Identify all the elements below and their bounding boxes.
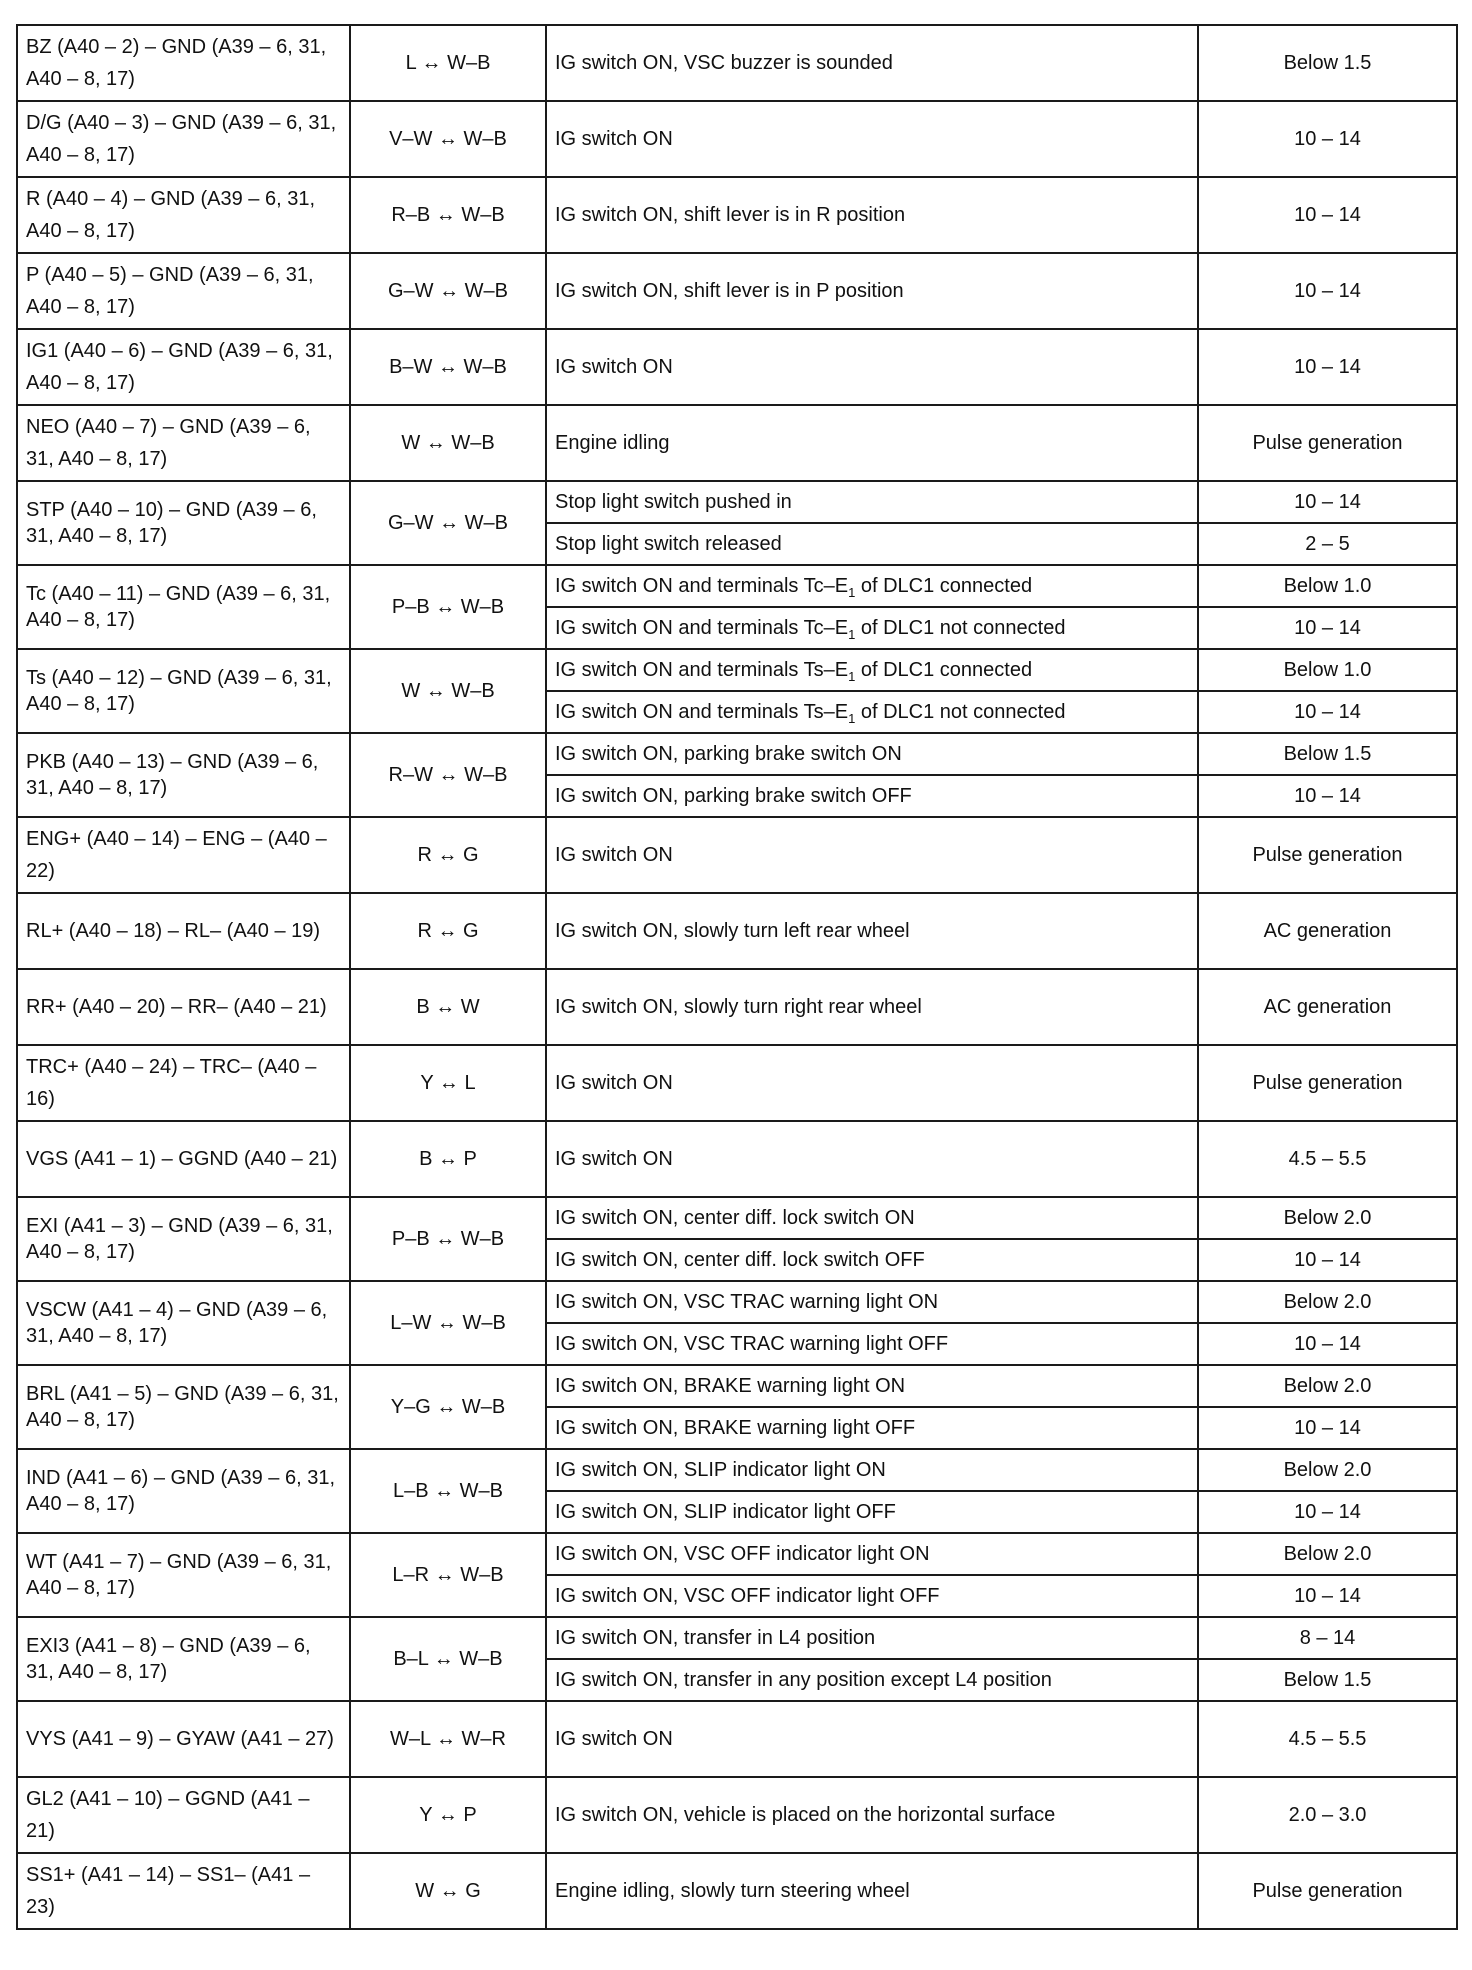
condition-text: IG switch ON, transfer in L4 position (555, 1627, 876, 1649)
wire-color-cell: W ↔ G (350, 1853, 546, 1929)
condition-text: IG switch ON, VSC OFF indicator light ON (555, 1543, 930, 1565)
specified-value-cell: 2 – 5 (1198, 523, 1457, 565)
condition-text: IG switch ON and terminals Ts–E (555, 659, 849, 681)
wire-color-cell: P–B ↔ W–B (350, 1197, 546, 1281)
specified-value-cell: 10 – 14 (1198, 1575, 1457, 1617)
condition-text: IG switch ON, VSC TRAC warning light OFF (555, 1333, 949, 1355)
condition-cell (546, 101, 1198, 177)
condition-cell (546, 1449, 1198, 1491)
condition-text-tail: of DLC1 not connected (855, 701, 1066, 723)
table-row (17, 1365, 1457, 1407)
condition-cell (546, 969, 1198, 1045)
condition-cell (546, 25, 1198, 101)
terminal-cell: D/G (A40 – 3) – GND (A39 – 6, 31, A40 – 8, 17) (17, 101, 350, 177)
condition-cell (546, 1323, 1198, 1365)
table-row (17, 1701, 1457, 1777)
specified-value-cell: 10 – 14 (1198, 1323, 1457, 1365)
condition-text: IG switch ON, BRAKE warning light ON (555, 1375, 906, 1397)
table-row (17, 101, 1457, 177)
condition-cell (546, 1777, 1198, 1853)
condition-text: IG switch ON (555, 128, 673, 150)
table-row (17, 893, 1457, 969)
specified-value-cell: 10 – 14 (1198, 1407, 1457, 1449)
condition-cell (546, 1365, 1198, 1407)
wire-color-cell: L–W ↔ W–B (350, 1281, 546, 1365)
specified-value-cell: 10 – 14 (1198, 1491, 1457, 1533)
terminal-cell: RR+ (A40 – 20) – RR– (A40 – 21) (17, 969, 350, 1045)
condition-cell (546, 523, 1198, 565)
wire-color-cell: B–L ↔ W–B (350, 1617, 546, 1701)
condition-text: IG switch ON, transfer in any position except L4 position (555, 1669, 1052, 1691)
table-row (17, 649, 1457, 691)
wire-color-cell: Y–G ↔ W–B (350, 1365, 546, 1449)
condition-text: IG switch ON, SLIP indicator light ON (555, 1459, 886, 1481)
table-row (17, 481, 1457, 523)
table-row (17, 1853, 1457, 1929)
terminal-cell: EXI (A41 – 3) – GND (A39 – 6, 31, A40 – 8, 17) (17, 1197, 350, 1281)
specified-value-cell: Below 2.0 (1198, 1533, 1457, 1575)
wire-color-cell: L–R ↔ W–B (350, 1533, 546, 1617)
wire-color-cell: B–W ↔ W–B (350, 329, 546, 405)
terminal-cell: BRL (A41 – 5) – GND (A39 – 6, 31, A40 – 8, 17) (17, 1365, 350, 1449)
wire-color-cell: W–L ↔ W–R (350, 1701, 546, 1777)
condition-cell (546, 1853, 1198, 1929)
specified-value-cell: 10 – 14 (1198, 775, 1457, 817)
condition-text-tail: of DLC1 connected (855, 575, 1033, 597)
wire-color-cell: Y ↔ L (350, 1045, 546, 1121)
specified-value-cell: 10 – 14 (1198, 607, 1457, 649)
terminal-cell: IND (A41 – 6) – GND (A39 – 6, 31, A40 – 8, 17) (17, 1449, 350, 1533)
table-row (17, 1533, 1457, 1575)
table-row (17, 1281, 1457, 1323)
condition-cell (546, 481, 1198, 523)
terminal-cell: P (A40 – 5) – GND (A39 – 6, 31, A40 – 8, 17) (17, 253, 350, 329)
condition-cell (546, 893, 1198, 969)
terminal-cell: VYS (A41 – 9) – GYAW (A41 – 27) (17, 1701, 350, 1777)
specified-value-cell: Below 1.5 (1198, 733, 1457, 775)
condition-text: Engine idling, slowly turn steering wheel (555, 1880, 910, 1902)
condition-text: IG switch ON and terminals Tc–E (555, 617, 849, 639)
terminal-voltage-table (16, 24, 1456, 1930)
terminal-cell: STP (A40 – 10) – GND (A39 – 6, 31, A40 – 8, 17) (17, 481, 350, 565)
condition-text: IG switch ON, VSC OFF indicator light OFF (555, 1585, 940, 1607)
table-row (17, 253, 1457, 329)
terminal-cell: SS1+ (A41 – 14) – SS1– (A41 – 23) (17, 1853, 350, 1929)
table-body (17, 25, 1457, 1929)
condition-cell (546, 607, 1198, 649)
terminal-cell: VGS (A41 – 1) – GGND (A40 – 21) (17, 1121, 350, 1197)
table-row (17, 405, 1457, 481)
terminal-cell: R (A40 – 4) – GND (A39 – 6, 31, A40 – 8, 17) (17, 177, 350, 253)
specified-value-cell: 10 – 14 (1198, 691, 1457, 733)
condition-text: IG switch ON, vehicle is placed on the horizontal surface (555, 1804, 1056, 1826)
wire-color-cell: V–W ↔ W–B (350, 101, 546, 177)
specified-value-cell: AC generation (1198, 893, 1457, 969)
wire-color-cell: R ↔ G (350, 817, 546, 893)
terminal-cell: Tc (A40 – 11) – GND (A39 – 6, 31, A40 – 8, 17) (17, 565, 350, 649)
specified-value-cell: Below 1.0 (1198, 649, 1457, 691)
condition-cell (546, 1281, 1198, 1323)
condition-cell (546, 1407, 1198, 1449)
terminal-cell: PKB (A40 – 13) – GND (A39 – 6, 31, A40 – 8, 17) (17, 733, 350, 817)
specified-value-cell: Pulse generation (1198, 405, 1457, 481)
condition-text: IG switch ON, SLIP indicator light OFF (555, 1501, 896, 1523)
wire-color-cell: Y ↔ P (350, 1777, 546, 1853)
condition-cell (546, 1197, 1198, 1239)
wire-color-cell: P–B ↔ W–B (350, 565, 546, 649)
specified-value-cell: 8 – 14 (1198, 1617, 1457, 1659)
condition-cell (546, 1659, 1198, 1701)
wire-color-cell: G–W ↔ W–B (350, 253, 546, 329)
table-row (17, 1777, 1457, 1853)
specified-value-cell: 10 – 14 (1198, 329, 1457, 405)
condition-text: IG switch ON, parking brake switch OFF (555, 785, 912, 807)
condition-cell (546, 649, 1198, 691)
table-row (17, 733, 1457, 775)
condition-cell (546, 733, 1198, 775)
wire-color-cell: R–B ↔ W–B (350, 177, 546, 253)
specified-value-cell: Below 2.0 (1198, 1197, 1457, 1239)
condition-text: IG switch ON and terminals Tc–E (555, 575, 849, 597)
wire-color-cell: G–W ↔ W–B (350, 481, 546, 565)
terminal-cell: NEO (A40 – 7) – GND (A39 – 6, 31, A40 – 8, 17) (17, 405, 350, 481)
condition-cell (546, 775, 1198, 817)
condition-cell (546, 1045, 1198, 1121)
specified-value-cell: Below 2.0 (1198, 1281, 1457, 1323)
terminal-cell: EXI3 (A41 – 8) – GND (A39 – 6, 31, A40 – 8, 17) (17, 1617, 350, 1701)
condition-cell (546, 329, 1198, 405)
table-row (17, 1197, 1457, 1239)
condition-cell (546, 565, 1198, 607)
terminal-cell: TRC+ (A40 – 24) – TRC– (A40 – 16) (17, 1045, 350, 1121)
specified-value-cell: Pulse generation (1198, 817, 1457, 893)
condition-subscript: 1 (848, 669, 856, 684)
condition-text: IG switch ON (555, 844, 673, 866)
specified-value-cell: Pulse generation (1198, 1045, 1457, 1121)
condition-text: IG switch ON and terminals Ts–E (555, 701, 849, 723)
ecu-terminal-table (16, 24, 1458, 1930)
specified-value-cell: Below 2.0 (1198, 1449, 1457, 1491)
condition-cell (546, 1491, 1198, 1533)
condition-cell (546, 253, 1198, 329)
condition-text: IG switch ON, shift lever is in R position (555, 204, 906, 226)
condition-text: Stop light switch pushed in (555, 491, 792, 513)
condition-subscript: 1 (848, 585, 856, 600)
condition-text: IG switch ON, parking brake switch ON (555, 743, 902, 765)
condition-cell (546, 1575, 1198, 1617)
specified-value-cell: 2.0 – 3.0 (1198, 1777, 1457, 1853)
condition-text: IG switch ON, shift lever is in P position (555, 280, 904, 302)
condition-text: IG switch ON (555, 1148, 673, 1170)
condition-cell (546, 1617, 1198, 1659)
condition-cell (546, 817, 1198, 893)
condition-cell (546, 1533, 1198, 1575)
terminal-cell: BZ (A40 – 2) – GND (A39 – 6, 31, A40 – 8, 17) (17, 25, 350, 101)
specified-value-cell: Below 1.0 (1198, 565, 1457, 607)
wire-color-cell: L ↔ W–B (350, 25, 546, 101)
specified-value-cell: AC generation (1198, 969, 1457, 1045)
condition-cell (546, 1701, 1198, 1777)
terminal-cell: GL2 (A41 – 10) – GGND (A41 – 21) (17, 1777, 350, 1853)
condition-cell (546, 177, 1198, 253)
condition-text: IG switch ON, center diff. lock switch ON (555, 1207, 915, 1229)
table-row (17, 1045, 1457, 1121)
table-row (17, 329, 1457, 405)
specified-value-cell: Pulse generation (1198, 1853, 1457, 1929)
wire-color-cell: B ↔ W (350, 969, 546, 1045)
condition-cell (546, 405, 1198, 481)
wire-color-cell: B ↔ P (350, 1121, 546, 1197)
wire-color-cell: W ↔ W–B (350, 649, 546, 733)
specified-value-cell: 10 – 14 (1198, 177, 1457, 253)
condition-text: IG switch ON, slowly turn right rear wheel (555, 996, 922, 1018)
condition-text-tail: of DLC1 connected (855, 659, 1033, 681)
table-row (17, 969, 1457, 1045)
terminal-cell: RL+ (A40 – 18) – RL– (A40 – 19) (17, 893, 350, 969)
wire-color-cell: L–B ↔ W–B (350, 1449, 546, 1533)
condition-text-tail: of DLC1 not connected (855, 617, 1066, 639)
specified-value-cell: 10 – 14 (1198, 481, 1457, 523)
condition-text: IG switch ON (555, 356, 673, 378)
specified-value-cell: 4.5 – 5.5 (1198, 1701, 1457, 1777)
condition-subscript: 1 (848, 627, 856, 642)
condition-text: IG switch ON, slowly turn left rear wheel (555, 920, 910, 942)
condition-text: IG switch ON (555, 1728, 673, 1750)
condition-cell (546, 691, 1198, 733)
wire-color-cell: W ↔ W–B (350, 405, 546, 481)
condition-text: IG switch ON, BRAKE warning light OFF (555, 1417, 916, 1439)
condition-text: IG switch ON, VSC buzzer is sounded (555, 52, 893, 74)
condition-cell (546, 1239, 1198, 1281)
table-row (17, 1449, 1457, 1491)
table-row (17, 25, 1457, 101)
terminal-cell: WT (A41 – 7) – GND (A39 – 6, 31, A40 – 8, 17) (17, 1533, 350, 1617)
wire-color-cell: R ↔ G (350, 893, 546, 969)
condition-text: IG switch ON, center diff. lock switch OFF (555, 1249, 925, 1271)
condition-text: IG switch ON, VSC TRAC warning light ON (555, 1291, 939, 1313)
specified-value-cell: 10 – 14 (1198, 1239, 1457, 1281)
terminal-cell: ENG+ (A40 – 14) – ENG – (A40 – 22) (17, 817, 350, 893)
terminal-cell: Ts (A40 – 12) – GND (A39 – 6, 31, A40 – 8, 17) (17, 649, 350, 733)
condition-text: Stop light switch released (555, 533, 782, 555)
table-row (17, 1121, 1457, 1197)
table-row (17, 565, 1457, 607)
condition-text: Engine idling (555, 432, 670, 454)
wire-color-cell: R–W ↔ W–B (350, 733, 546, 817)
condition-subscript: 1 (848, 711, 856, 726)
specified-value-cell: Below 2.0 (1198, 1365, 1457, 1407)
specified-value-cell: Below 1.5 (1198, 1659, 1457, 1701)
table-row (17, 177, 1457, 253)
condition-text: IG switch ON (555, 1072, 673, 1094)
specified-value-cell: 4.5 – 5.5 (1198, 1121, 1457, 1197)
specified-value-cell: Below 1.5 (1198, 25, 1457, 101)
specified-value-cell: 10 – 14 (1198, 253, 1457, 329)
table-row (17, 1617, 1457, 1659)
table-row (17, 817, 1457, 893)
terminal-cell: VSCW (A41 – 4) – GND (A39 – 6, 31, A40 – 8, 17) (17, 1281, 350, 1365)
specified-value-cell: 10 – 14 (1198, 101, 1457, 177)
condition-cell (546, 1121, 1198, 1197)
terminal-cell: IG1 (A40 – 6) – GND (A39 – 6, 31, A40 – 8, 17) (17, 329, 350, 405)
